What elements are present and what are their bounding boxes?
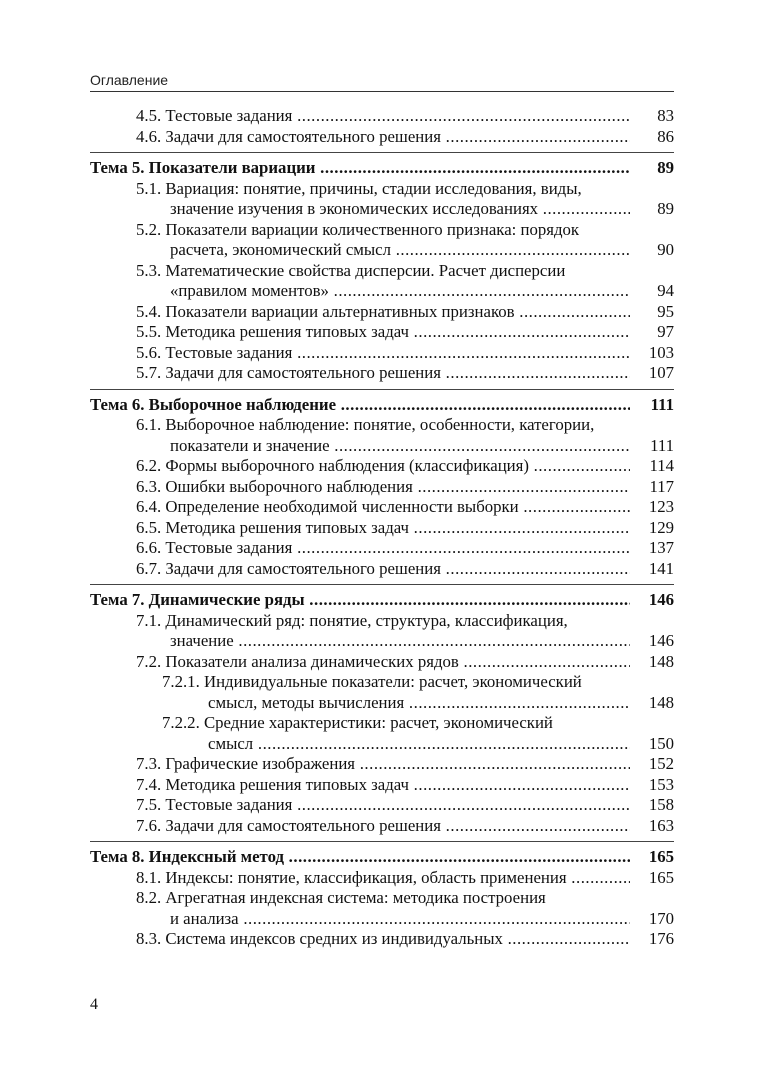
toc-page-number: 148 bbox=[648, 692, 674, 712]
toc-chapter-entry[interactable] bbox=[90, 590, 674, 611]
toc-entry-line: 7.4. Методика решения типовых задач ..... bbox=[136, 775, 630, 796]
toc-entry-line: 4.6. Задачи для самостоятельного решения ..... bbox=[136, 127, 630, 148]
toc-page-number: 89 bbox=[657, 158, 674, 177]
toc-entry-line: 7.1. Динамический ряд: понятие, структура, классификация, bbox=[136, 610, 568, 630]
toc-page-number: 111 bbox=[650, 394, 674, 414]
toc-entry-line: 5.7. Задачи для самостоятельного решения ..... bbox=[136, 363, 630, 384]
toc-entry-title bbox=[90, 672, 630, 713]
toc-entry-line: 6.5. Методика решения типовых задач ..... bbox=[136, 518, 630, 539]
toc-page-number: 89 bbox=[657, 199, 674, 218]
toc-entry-line: 6.4. Определение необходимой численности выборки ..... bbox=[136, 497, 630, 518]
toc-page-number: 165 bbox=[648, 867, 674, 887]
toc-page-number: 163 bbox=[648, 815, 674, 835]
toc-entry-title bbox=[90, 261, 630, 302]
section-divider bbox=[90, 836, 674, 847]
toc-entry-line: «правилом моментов» ..... bbox=[136, 281, 630, 302]
toc-page-number: 129 bbox=[648, 517, 674, 537]
toc-entry-line: 7.2. Показатели анализа динамических рядов ..... bbox=[136, 652, 630, 673]
toc-entry-title bbox=[90, 775, 630, 796]
toc-section-entry[interactable] bbox=[90, 456, 674, 477]
toc-entry-title bbox=[90, 322, 630, 343]
toc-entry-title bbox=[90, 559, 630, 580]
toc-entry-title bbox=[90, 158, 630, 179]
toc-page-number: 152 bbox=[648, 754, 674, 773]
toc-entry-title bbox=[90, 302, 630, 323]
toc-page-number: 150 bbox=[648, 733, 674, 753]
toc-entry-title bbox=[90, 477, 630, 498]
toc-entry-title bbox=[90, 179, 630, 220]
toc-section-entry[interactable] bbox=[90, 888, 674, 929]
toc-entry-line: Тема 6. Выборочное наблюдение ..... bbox=[90, 395, 630, 416]
toc-page-number: 146 bbox=[648, 631, 674, 650]
toc-entry-line: Тема 5. Показатели вариации ..... bbox=[90, 158, 630, 179]
toc-entry-title bbox=[90, 343, 630, 364]
toc-entry-title bbox=[90, 395, 630, 416]
toc-entry-title bbox=[90, 847, 630, 868]
toc-entry-line: 6.7. Задачи для самостоятельного решения ..... bbox=[136, 559, 630, 580]
toc-entry-title bbox=[90, 363, 630, 384]
toc-entry-line: 7.5. Тестовые задания ..... bbox=[136, 795, 630, 816]
toc-section-entry[interactable] bbox=[90, 127, 674, 148]
toc-section-entry[interactable] bbox=[90, 477, 674, 498]
toc-entry-line: 7.3. Графические изображения ..... bbox=[136, 754, 630, 775]
toc-entry-line: и анализа ..... bbox=[136, 909, 630, 930]
toc-entry-line: 8.1. Индексы: понятие, классификация, область применения ..... bbox=[136, 868, 630, 889]
toc-page-number: 94 bbox=[657, 281, 674, 300]
toc-section-entry[interactable] bbox=[90, 868, 674, 889]
toc-entry-line: смысл, методы вычисления ..... bbox=[162, 693, 630, 714]
toc-subsubsection-entry[interactable] bbox=[90, 672, 674, 713]
section-divider bbox=[90, 579, 674, 590]
toc-page-number: 95 bbox=[657, 301, 674, 321]
toc-section-entry[interactable] bbox=[90, 518, 674, 539]
page-number: 4 bbox=[90, 996, 98, 1013]
toc-page-number: 83 bbox=[657, 106, 674, 125]
toc-section-entry[interactable] bbox=[90, 343, 674, 364]
toc-page-number: 146 bbox=[648, 590, 674, 609]
toc-chapter-entry[interactable] bbox=[90, 847, 674, 868]
toc-entry-title bbox=[90, 518, 630, 539]
toc-page-number: 176 bbox=[648, 929, 674, 948]
toc-entry-title bbox=[90, 795, 630, 816]
toc-page-number: 117 bbox=[649, 476, 674, 496]
toc-entry-line: 5.4. Показатели вариации альтернативных признаков ..... bbox=[136, 302, 630, 323]
toc-section-entry[interactable] bbox=[90, 261, 674, 302]
toc-section-entry[interactable] bbox=[90, 816, 674, 837]
toc-entry-title bbox=[90, 888, 630, 929]
toc-section-entry[interactable] bbox=[90, 652, 674, 673]
toc-entry-line: 4.5. Тестовые задания ..... bbox=[136, 106, 630, 127]
toc-subsubsection-entry[interactable] bbox=[90, 713, 674, 754]
toc-entry-title bbox=[90, 220, 630, 261]
toc-entry-line: 7.2.1. Индивидуальные показатели: расчет, экономический bbox=[162, 672, 582, 691]
running-header-title: Оглавление bbox=[90, 72, 169, 88]
toc-entry-line: 6.6. Тестовые задания ..... bbox=[136, 538, 630, 559]
toc-page-number: 123 bbox=[648, 497, 674, 516]
toc-page-number: 148 bbox=[648, 651, 674, 671]
toc-page-number: 141 bbox=[648, 558, 674, 578]
section-divider bbox=[90, 384, 674, 395]
toc-entry-title bbox=[90, 929, 630, 950]
toc-page-number: 103 bbox=[648, 342, 674, 362]
toc-section-entry[interactable] bbox=[90, 322, 674, 343]
toc-section-entry[interactable] bbox=[90, 559, 674, 580]
toc-entry-title bbox=[90, 497, 630, 518]
toc-entry-line: 6.3. Ошибки выборочного наблюдения ..... bbox=[136, 477, 630, 498]
toc-section-entry[interactable] bbox=[90, 179, 674, 220]
toc-page-number: 114 bbox=[649, 456, 674, 475]
toc-entry-title bbox=[90, 754, 630, 775]
divider-line bbox=[90, 389, 674, 390]
toc-entry-line: 8.3. Система индексов средних из индивидуальных ..... bbox=[136, 929, 630, 950]
toc-entry-line: значение изучения в экономических исследованиях ..... bbox=[136, 199, 630, 220]
toc-section-entry[interactable] bbox=[90, 611, 674, 652]
toc-section-entry[interactable] bbox=[90, 775, 674, 796]
toc-entry-line: Тема 8. Индексный метод ..... bbox=[90, 847, 630, 868]
toc-entry-line: 5.6. Тестовые задания ..... bbox=[136, 343, 630, 364]
toc-entry-title bbox=[90, 652, 630, 673]
toc-section-entry[interactable] bbox=[90, 538, 674, 559]
toc-entry-line: 5.5. Методика решения типовых задач ..... bbox=[136, 322, 630, 343]
section-divider bbox=[90, 147, 674, 158]
toc-page-number: 165 bbox=[648, 847, 674, 866]
toc-entry-title bbox=[90, 816, 630, 837]
toc-entry-line: значение ..... bbox=[136, 631, 630, 652]
toc-chapter-entry[interactable] bbox=[90, 158, 674, 179]
toc-entry-title bbox=[90, 713, 630, 754]
toc-chapter-entry[interactable] bbox=[90, 395, 674, 416]
toc-entry-title bbox=[90, 456, 630, 477]
toc-entry-line: 7.2.2. Средние характеристики: расчет, экономический bbox=[162, 713, 553, 732]
toc-page-number: 153 bbox=[648, 774, 674, 794]
toc-page-number: 86 bbox=[657, 126, 674, 146]
table-of-contents bbox=[90, 106, 674, 950]
divider-line bbox=[90, 152, 674, 153]
toc-entry-line: показатели и значение ..... bbox=[136, 436, 630, 457]
toc-section-entry[interactable] bbox=[90, 929, 674, 950]
toc-entry-line: 5.1. Вариация: понятие, причины, стадии исследования, виды, bbox=[136, 178, 582, 198]
toc-entry-title bbox=[90, 538, 630, 559]
toc-page-number: 107 bbox=[648, 363, 674, 382]
divider-line bbox=[90, 841, 674, 842]
toc-entry-line: 6.1. Выборочное наблюдение: понятие, особенности, категории, bbox=[136, 415, 595, 434]
toc-entry-line: Тема 7. Динамические ряды ..... bbox=[90, 590, 630, 611]
toc-section-entry[interactable] bbox=[90, 220, 674, 261]
toc-entry-line: расчета, экономический смысл ..... bbox=[136, 240, 630, 261]
toc-entry-title bbox=[90, 127, 630, 148]
toc-section-entry[interactable] bbox=[90, 363, 674, 384]
header-rule bbox=[90, 91, 674, 92]
toc-entry-title bbox=[90, 106, 630, 127]
toc-entry-line: 7.6. Задачи для самостоятельного решения ..... bbox=[136, 816, 630, 837]
toc-entry-title bbox=[90, 868, 630, 889]
toc-page-number: 90 bbox=[657, 240, 674, 259]
toc-entry-line: 8.2. Агрегатная индексная система: методика построения bbox=[136, 888, 546, 907]
toc-section-entry[interactable] bbox=[90, 415, 674, 456]
toc-section-entry[interactable] bbox=[90, 795, 674, 816]
toc-section-entry[interactable] bbox=[90, 302, 674, 323]
toc-page-number: 97 bbox=[657, 322, 674, 341]
toc-entry-title bbox=[90, 611, 630, 652]
toc-entry-line: смысл ..... bbox=[162, 734, 630, 755]
toc-entry-line: 5.3. Математические свойства дисперсии. Расчет дисперсии bbox=[136, 260, 566, 280]
toc-entry-line: 6.2. Формы выборочного наблюдения (классификация) ..... bbox=[136, 456, 630, 477]
toc-page-number: 137 bbox=[648, 538, 674, 557]
toc-entry-line: 5.2. Показатели вариации количественного признака: порядок bbox=[136, 219, 580, 239]
toc-section-entry[interactable] bbox=[90, 754, 674, 775]
toc-section-entry[interactable] bbox=[90, 497, 674, 518]
divider-line bbox=[90, 584, 674, 585]
toc-page-number: 170 bbox=[648, 908, 674, 928]
toc-page-number: 111 bbox=[650, 435, 674, 455]
toc-section-entry[interactable] bbox=[90, 106, 674, 127]
toc-page-number: 158 bbox=[648, 795, 674, 814]
toc-entry-title bbox=[90, 415, 630, 456]
toc-entry-title bbox=[90, 590, 630, 611]
